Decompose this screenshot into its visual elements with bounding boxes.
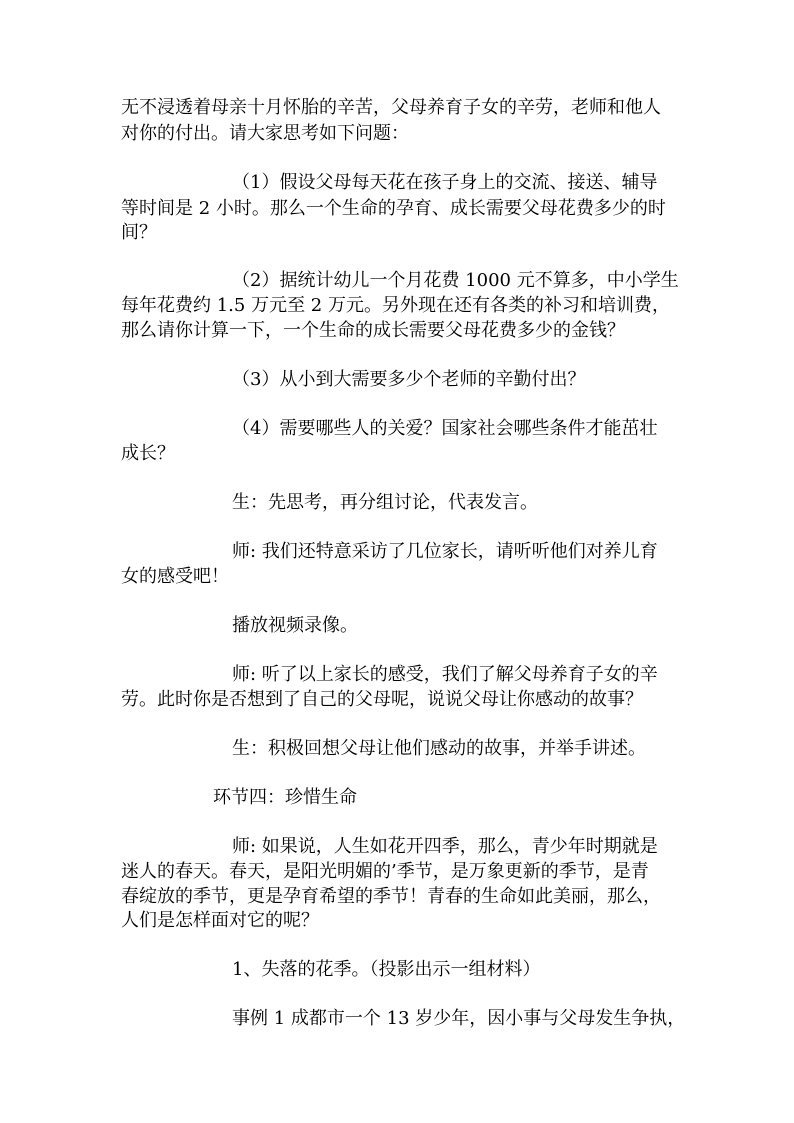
material-heading: 1、失落的花季。（投影出示一组材料） bbox=[232, 959, 541, 980]
text-line: 等时间是 2 小时。那么一个生命的孕育、成长需要父母花费多少的时 bbox=[121, 198, 666, 219]
question-1-line: （1）假设父母每天花在孩子身上的交流、接送、辅导 bbox=[232, 172, 658, 193]
text-line: 女的感受吧！ bbox=[121, 566, 229, 587]
question-2-line: （2）据统计幼儿一个月花费 1000 元不算多，中小学生 bbox=[232, 270, 679, 291]
student-line: 生：先思考，再分组讨论，代表发言。 bbox=[232, 492, 538, 513]
text-line: 那么请你计算一下，一个生命的成长需要父母花费多少的金钱？ bbox=[121, 320, 625, 341]
teacher-line: 师: 我们还特意采访了几位家长，请听听他们对养儿育 bbox=[232, 541, 658, 562]
text-line: 成长？ bbox=[121, 443, 175, 464]
text-line: 每年花费约 1.5 万元至 2 万元。另外现在还有各类的补习和培训费， bbox=[121, 295, 670, 316]
text-line: 对你的付出。请大家思考如下问题： bbox=[121, 123, 409, 144]
text-line: 人们是怎样面对它的呢？ bbox=[121, 910, 319, 931]
text-line: 迷人的春天。春天，是阳光明媚的’季节，是万象更新的季节，是青 bbox=[121, 861, 649, 882]
text-line: 播放视频录像。 bbox=[232, 615, 358, 636]
section-heading: 环节四：珍惜生命 bbox=[213, 787, 357, 808]
teacher-line: 师: 如果说，人生如花开四季，那么，青少年时期就是 bbox=[232, 836, 658, 857]
text-line: 春绽放的季节，更是孕育希望的季节！青春的生命如此美丽，那么， bbox=[121, 886, 661, 907]
text-line: 无不浸透着母亲十月怀胎的辛苦，父母养育子女的辛劳，老师和他人 bbox=[121, 97, 661, 118]
text-line: 间？ bbox=[121, 222, 157, 243]
question-3-line: （3）从小到大需要多少个老师的辛勤付出？ bbox=[232, 369, 586, 390]
text-line: 事例 1 成都市一个 13 岁少年，因小事与父母发生争执， bbox=[232, 1008, 686, 1029]
teacher-line: 师: 听了以上家长的感受，我们了解父母养育子女的辛 bbox=[232, 664, 658, 685]
text-line: 劳。此时你是否想到了自己的父母呢，说说父母让你感动的故事？ bbox=[121, 689, 643, 710]
student-line: 生：积极回想父母让他们感动的故事，并举手讲述。 bbox=[232, 738, 646, 759]
question-4-line: （4）需要哪些人的关爱？国家社会哪些条件才能茁壮 bbox=[232, 418, 658, 439]
